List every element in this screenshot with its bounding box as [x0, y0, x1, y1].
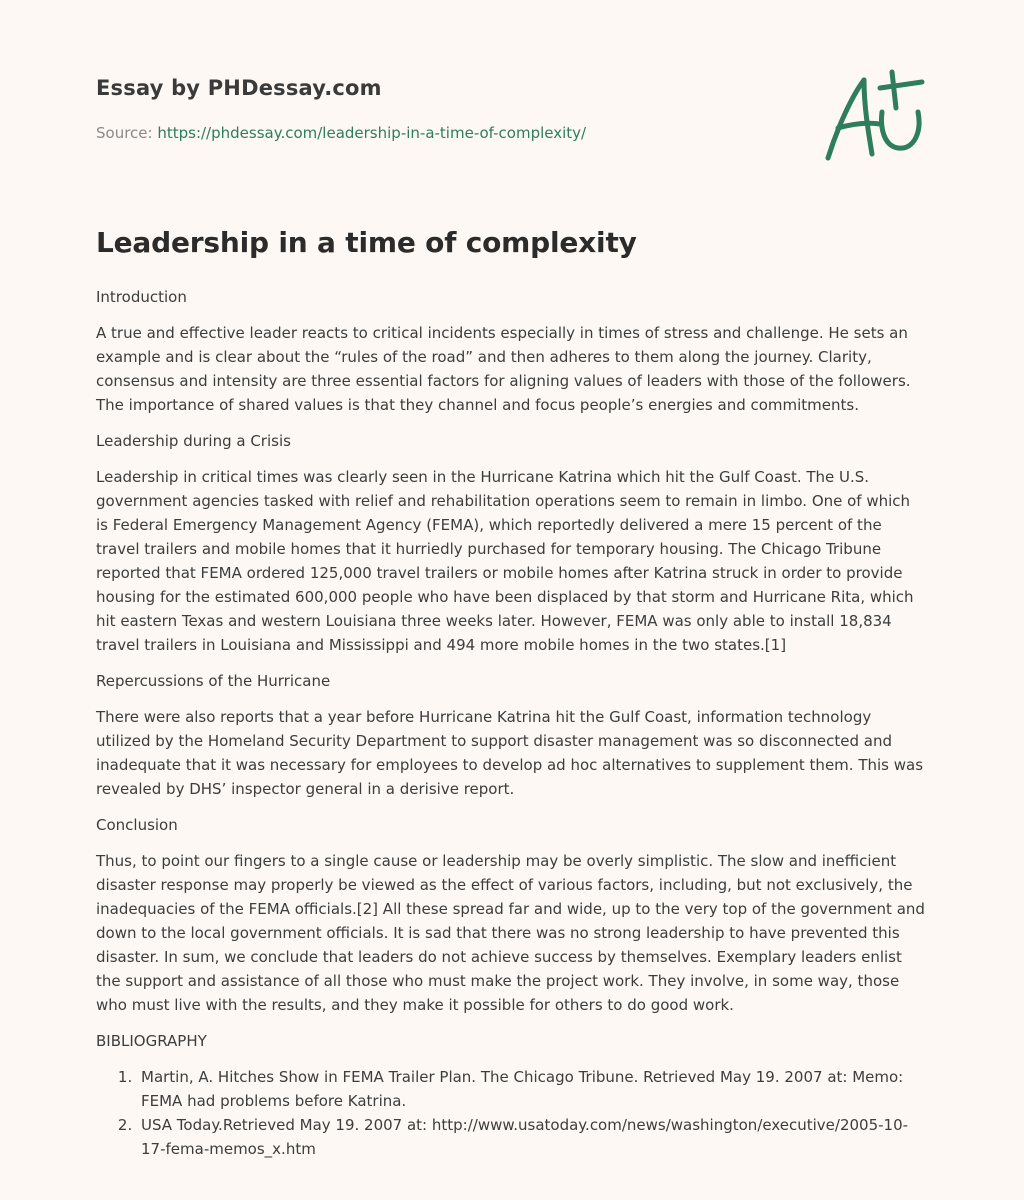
essay-title: Leadership in a time of complexity	[96, 226, 637, 259]
source-link[interactable]: https://phdessay.com/leadership-in-a-time-of-complexity/	[157, 124, 587, 142]
bibliography-heading: BIBLIOGRAPHY	[96, 1032, 207, 1050]
section-heading: Conclusion	[96, 816, 178, 834]
essay-body	[96, 285, 926, 1161]
section-conclusion	[96, 813, 926, 1017]
bibliography-list	[96, 1065, 926, 1161]
bibliography-item: 2. USA Today.Retrieved May 19. 2007 at: http://www.usatoday.com/news/washington/executive/2005-10-17-fema-memos_x.htm	[137, 1113, 926, 1161]
bibliography-item: 1. Martin, A. Hitches Show in FEMA Trailer Plan. The Chicago Tribune. Retrieved May 19. 2007 at: Memo: FEMA had problems before Katrina.	[137, 1065, 926, 1113]
source-line	[96, 124, 586, 142]
section-paragraph: Thus, to point our fingers to a single cause or leadership may be overly simplistic. The slow and inefficient disaster response may properly be viewed as the effect of various factors, including, but not exclusively, the inadequacies of the FEMA officials.[2] All these spread far and wide, up to the very top of the government and down to the local government officials. It is sad that there was no strong leadership to have prevented this disaster. In sum, we conclude that leaders do not achieve success by themselves. Exemplary leaders enlist the support and assistance of all those who must make the project work. They involve, in some way, those who must live with the results, and they make it possible for others to do good work.	[96, 852, 925, 1014]
section-heading: Introduction	[96, 288, 187, 306]
section-repercussions	[96, 669, 926, 801]
section-bibliography	[96, 1029, 926, 1161]
a-plus-logo-icon	[818, 66, 930, 166]
section-paragraph: There were also reports that a year before Hurricane Katrina hit the Gulf Coast, information technology utilized by the Homeland Security Department to support disaster management was so disconnected and inadequate that it was necessary for employees to develop ad hoc alternatives to supplement them. This was revealed by DHS’ inspector general in a derisive report.	[96, 708, 924, 798]
section-paragraph: A true and effective leader reacts to critical incidents especially in times of stress and challenge. He sets an example and is clear about the “rules of the road” and then adheres to them along the journey. Clarity, consensus and intensity are three essential factors for aligning values of leaders with those of the followers. The importance of shared values is that they channel and focus people’s energies and commitments.	[96, 324, 911, 414]
section-paragraph: Leadership in critical times was clearly seen in the Hurricane Katrina which hit the Gulf Coast. The U.S. government agencies tasked with relief and rehabilitation operations seem to remain in limbo. One of which is Federal Emergency Management Agency (FEMA), which reportedly delivered a mere 15 percent of the travel trailers and mobile homes that it hurriedly purchased for temporary housing. The Chicago Tribune reported that FEMA ordered 125,000 travel trailers or mobile homes after Katrina struck in order to provide housing for the estimated 600,000 people who have been displaced by that storm and Hurricane Rita, which hit eastern Texas and western Louisiana three weeks later. However, FEMA was only able to install 18,834 travel trailers in Louisiana and Mississippi and 494 more mobile homes in the two states.[1]	[96, 468, 914, 654]
source-label: Source:	[96, 124, 158, 142]
brand-title: Essay by PHDessay.com	[96, 76, 382, 100]
section-introduction	[96, 285, 926, 417]
section-heading: Repercussions of the Hurricane	[96, 672, 331, 690]
section-leadership-crisis	[96, 429, 926, 657]
section-heading: Leadership during a Crisis	[96, 432, 291, 450]
